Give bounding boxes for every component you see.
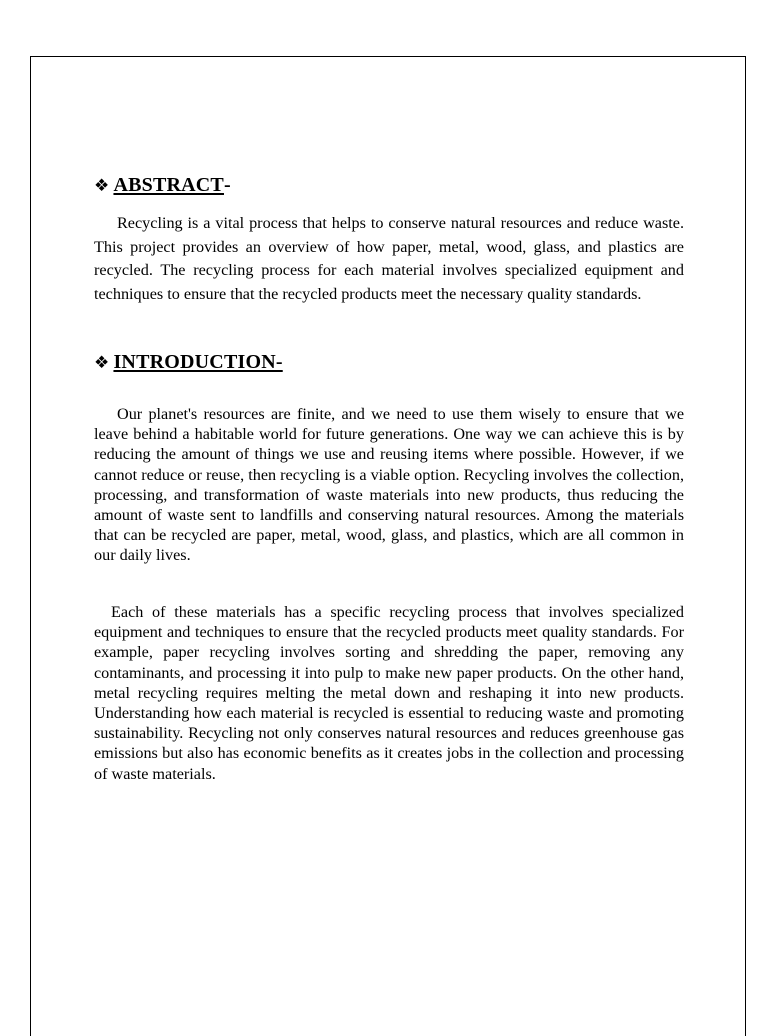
introduction-paragraph-1: Our planet's resources are finite, and we need to use them wisely to ensure that we leave behind a habitable world for future generations. One way we can achieve this is by reducing the amount of things we use and reusing items where possible. However, if we cannot reduce or reuse, then recycling is a viable option. Recycling involves the collection, processing, and transformation of waste materials into new products, thus reducing the amount of waste sent to landfills and conserving natural resources. Among the materials that can be recycled are paper, metal, wood, glass, and plastics, which are all common in our daily lives. xyxy=(94,405,684,565)
introduction-title: INTRODUCTION- xyxy=(113,351,283,373)
abstract-title-suffix: - xyxy=(223,174,231,196)
abstract-paragraph: Recycling is a vital process that helps to conserve natural resources and reduce waste. This project provides an overview of how paper, metal, wood, glass, and plastics are recycled. The recycling process for each material involves specialized equipment and techniques to ensure that the recycled products meet the necessary quality standards. xyxy=(94,214,684,303)
abstract-title: ABSTRACT xyxy=(113,174,224,196)
diamond-bullet-icon: ❖ xyxy=(94,353,110,372)
abstract-heading xyxy=(94,174,231,197)
introduction-paragraph-2: Each of these materials has a specific recycling process that involves specialized equipment and techniques to ensure that the recycled products meet quality standards. For example, paper recycling involves sorting and shredding the paper, removing any contaminants, and processing it into pulp to make new paper products. On the other hand, metal recycling requires melting the metal down and reshaping it into new products. Understanding how each material is recycled is essential to reducing waste and promoting sustainability. Recycling not only conserves natural resources and reduces greenhouse gas emissions but also has economic benefits as it creates jobs in the collection and processing of waste materials. xyxy=(94,603,684,783)
diamond-bullet-icon: ❖ xyxy=(94,176,110,195)
introduction-heading xyxy=(94,351,283,374)
